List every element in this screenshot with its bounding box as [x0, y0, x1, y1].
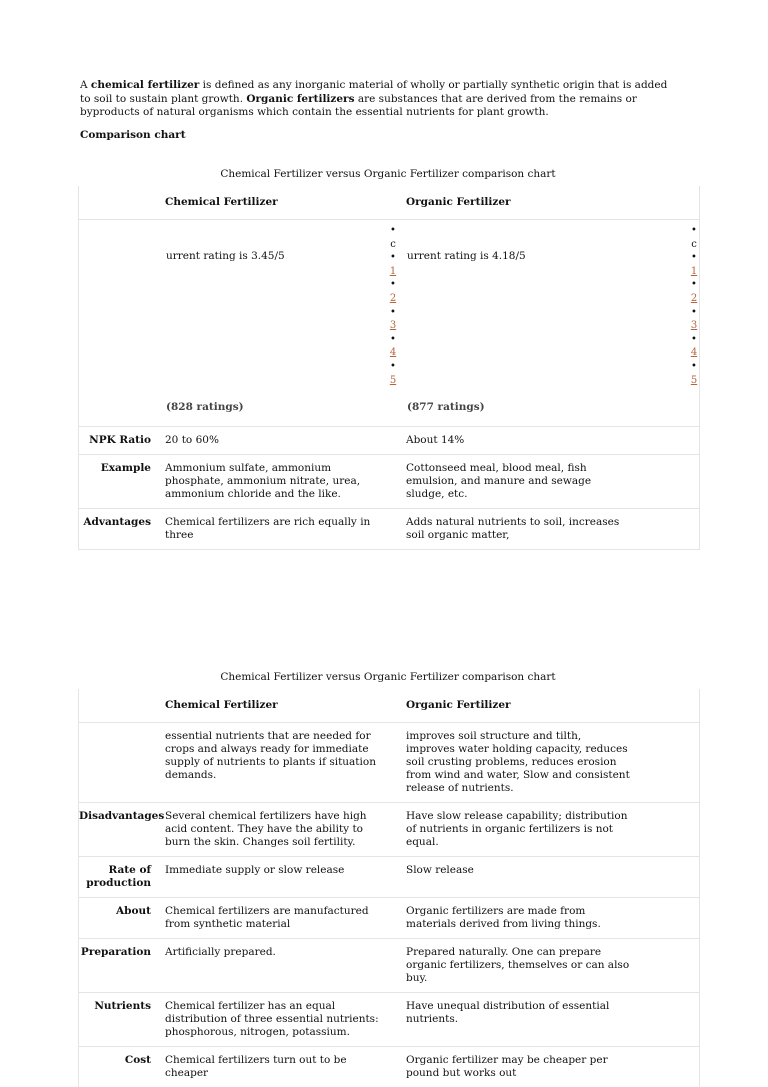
star-2-link[interactable]: 2 — [389, 292, 397, 304]
intro-text: A — [80, 79, 91, 91]
rating-c-letter: c — [691, 238, 697, 250]
table-row — [79, 723, 699, 803]
cell-organic: Organic fertilizers are made from materials derived from living things. — [406, 905, 601, 930]
table-row — [79, 509, 699, 550]
bullet: • — [390, 225, 396, 236]
table-row — [79, 803, 699, 857]
rating-count: (877 ratings) — [407, 401, 485, 413]
cell-organic: Slow release — [406, 864, 474, 876]
rating-text: urrent rating is 4.18/5 — [407, 250, 526, 262]
cell-chemical: Ammonium sulfate, ammonium phosphate, ammonium nitrate, urea, ammonium chloride and the like. — [165, 462, 361, 500]
rating-row — [79, 220, 699, 427]
bullet: • — [390, 252, 396, 264]
rating-cell-organic — [398, 220, 698, 426]
cell-organic: Prepared naturally. One can prepare organic fertilizers, themselves or can also buy. — [406, 946, 630, 984]
row-label: Disadvantages — [79, 810, 165, 822]
column-header-chemical: Chemical Fertilizer — [165, 196, 278, 208]
star-3-link[interactable]: 3 — [389, 320, 397, 332]
rating-count: (828 ratings) — [166, 401, 244, 413]
rating-cell-chemical — [157, 220, 398, 426]
bullet: • — [691, 306, 697, 318]
row-label: Advantages — [83, 516, 151, 528]
row-label — [79, 723, 157, 802]
cell-chemical: Several chemical fertilizers have high acid content. They have the ability to burn the skin. Changes soil fertility. — [165, 810, 367, 848]
bullet: • — [390, 306, 396, 318]
cell-chemical: Chemical fertilizers are manufactured from synthetic material — [165, 905, 369, 930]
star-1-link[interactable]: 1 — [389, 265, 397, 277]
bullet: • — [691, 360, 697, 372]
table-row — [79, 939, 699, 993]
table-row — [79, 427, 699, 455]
cell-chemical: Immediate supply or slow release — [165, 864, 345, 876]
cell-chemical: Chemical fertilizer has an equal distribution of three essential nutrients: phosphorous, nitrogen, potassium. — [165, 1000, 379, 1038]
column-header-chemical: Chemical Fertilizer — [165, 699, 278, 711]
row-label: Nutrients — [94, 1000, 151, 1012]
star-1-link[interactable]: 1 — [690, 265, 698, 277]
table-header-row — [79, 186, 699, 220]
bullet: • — [691, 252, 697, 264]
row-label: About — [116, 905, 151, 917]
bullet: • — [691, 279, 697, 291]
table-caption: Chemical Fertilizer versus Organic Fertilizer comparison chart — [220, 671, 556, 683]
comparison-table-1 — [78, 186, 700, 550]
cell-organic: Cottonseed meal, blood meal, fish emulsion, and manure and sewage sludge, etc. — [406, 462, 592, 500]
row-label: Cost — [124, 1054, 151, 1066]
star-3-link[interactable]: 3 — [690, 320, 698, 332]
cell-chemical: essential nutrients that are needed for crops and always ready for immediate supply of nutrients to plants if situation demands. — [165, 730, 376, 781]
table-row — [79, 898, 699, 939]
star-4-link[interactable]: 4 — [389, 347, 397, 359]
cell-organic: About 14% — [406, 434, 465, 446]
table-row — [79, 1047, 699, 1087]
row-label: Preparation — [80, 946, 151, 958]
column-header-organic: Organic Fertilizer — [406, 699, 511, 711]
comparison-table-2 — [78, 689, 700, 1087]
cell-chemical: 20 to 60% — [165, 434, 219, 446]
table-header-row — [79, 689, 699, 723]
bullet: • — [390, 360, 396, 372]
row-label: Example — [100, 462, 151, 474]
cell-organic: Organic fertilizer may be cheaper per pound but works out — [406, 1054, 608, 1079]
star-rating-list — [388, 224, 398, 387]
star-5-link[interactable]: 5 — [690, 374, 698, 386]
row-label: Rate of production — [86, 864, 151, 889]
cell-organic: improves soil structure and tilth, improves water holding capacity, reduces soil crusting problems, reduces erosion from wind and water, Slow and consistent release of nutrients. — [406, 730, 630, 794]
cell-chemical: Chemical fertilizers are rich equally in three — [165, 516, 371, 541]
rating-text: urrent rating is 3.45/5 — [166, 250, 285, 262]
star-5-link[interactable]: 5 — [389, 374, 397, 386]
table-row — [79, 455, 699, 509]
row-label: NPK Ratio — [89, 434, 151, 446]
star-2-link[interactable]: 2 — [690, 292, 698, 304]
intro-text: is defined as any inorganic material of wholly or partially synthetic origin that is added to soil to sustain plant growth. — [80, 79, 668, 105]
intro-text: are substances that are derived from the remains or byproducts of natural organisms which contain the essential nutrients for plant growth. — [80, 92, 637, 118]
intro-paragraph — [80, 79, 680, 120]
bullet: • — [691, 333, 697, 345]
bullet: • — [390, 279, 396, 291]
star-4-link[interactable]: 4 — [690, 347, 698, 359]
column-header-organic: Organic Fertilizer — [406, 196, 511, 208]
bullet: • — [691, 225, 697, 236]
comparison-heading: Comparison chart — [80, 129, 186, 141]
table-row — [79, 993, 699, 1047]
term-organic-fertilizers: Organic fertilizers — [246, 92, 355, 105]
cell-organic: Adds natural nutrients to soil, increases soil organic matter, — [406, 516, 620, 541]
cell-organic: Have slow release capability; distribution of nutrients in organic fertilizers is not equal. — [406, 810, 628, 848]
cell-organic: Have unequal distribution of essential nutrients. — [406, 1000, 610, 1025]
bullet: • — [390, 333, 396, 345]
table-row — [79, 857, 699, 898]
table-caption: Chemical Fertilizer versus Organic Fertilizer comparison chart — [220, 168, 556, 180]
term-chemical-fertilizer: chemical fertilizer — [90, 79, 200, 91]
cell-chemical: Artificially prepared. — [165, 946, 276, 958]
star-rating-list — [689, 224, 699, 387]
rating-c-letter: c — [390, 238, 396, 250]
cell-chemical: Chemical fertilizers turn out to be cheaper — [165, 1054, 347, 1079]
